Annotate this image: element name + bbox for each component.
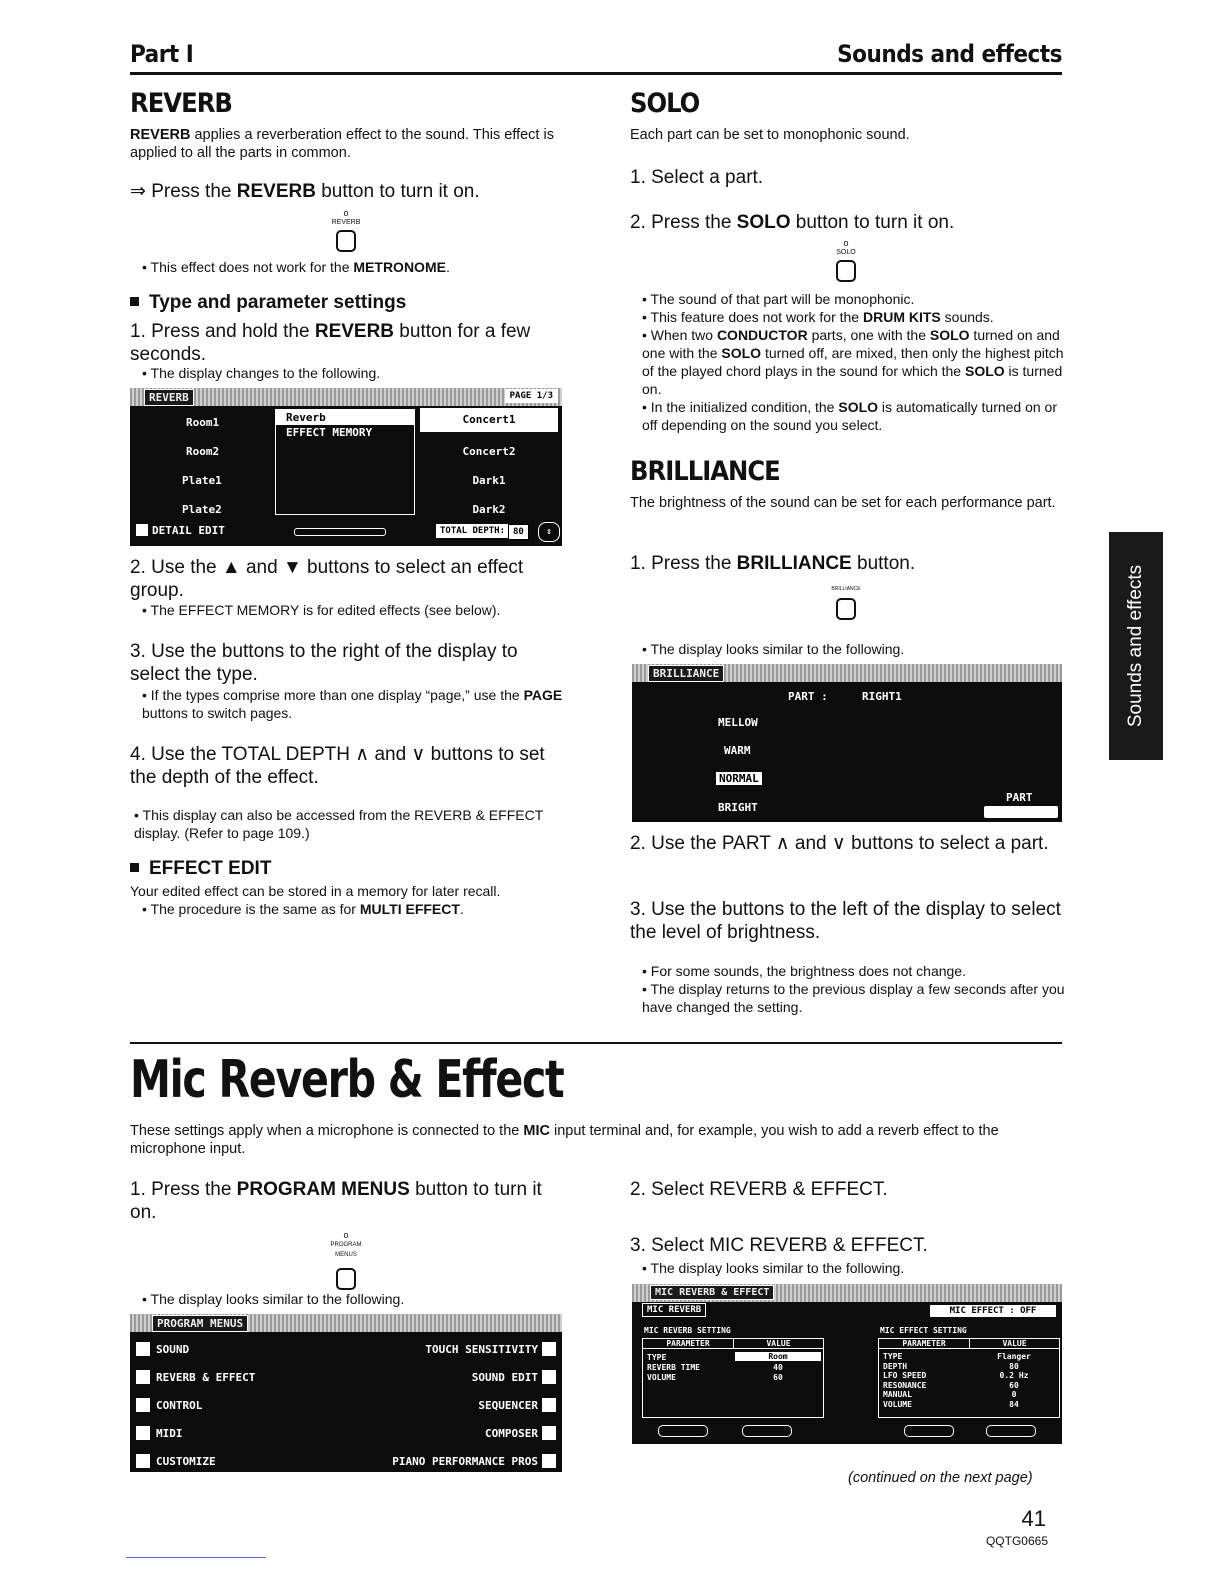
eff-values — [971, 1352, 1057, 1409]
rev-param-updown[interactable] — [658, 1425, 708, 1437]
rev-param-time: REVERB TIME — [647, 1363, 700, 1372]
mic-intro: These settings apply when a microphone is connected to the MIC input terminal and, for example, you wish to add a reverb effect to the microphone input. — [130, 1123, 999, 1157]
solo-note-1: • The sound of that part will be monophonic. — [642, 291, 915, 307]
rev-value-volume: 60 — [773, 1373, 783, 1382]
brilliance-normal[interactable]: NORMAL — [716, 772, 762, 785]
brilliance-part-value: RIGHT1 — [862, 690, 902, 703]
reverb-step2-note: • The EFFECT MEMORY is for edited effects (see below). — [142, 602, 501, 618]
menu-item-piano-performance[interactable]: PIANO PERFORMANCE PROS — [326, 1448, 556, 1472]
eff-param-manual: MANUAL — [883, 1390, 912, 1399]
midi-icon — [136, 1426, 150, 1440]
eff-param-type: TYPE — [883, 1352, 903, 1361]
mic-effect-status[interactable]: MIC EFFECT : OFF — [930, 1305, 1056, 1317]
reverb-type-room2[interactable]: Room2 — [186, 445, 220, 458]
solo-note-4: • In the initialized condition, the SOLO is automatically turned on or off depending on the sound you select. — [642, 399, 1058, 433]
program-menus-button-label: PROGRAM MENUS — [330, 1242, 362, 1258]
eff-param-resonance: RESONANCE — [883, 1380, 927, 1390]
menu-item-sound-edit[interactable]: SOUND EDIT — [326, 1364, 556, 1392]
brilliance-display-tab: BRILLIANCE — [648, 665, 724, 682]
mic-reverb-display — [632, 1284, 1062, 1444]
header-part: Part I — [130, 40, 194, 68]
reverb-title: REVERB — [130, 88, 232, 119]
reverb-type-dark2[interactable]: Dark2 — [472, 503, 506, 516]
program-menus-display-tab: PROGRAM MENUS — [152, 1315, 248, 1332]
mic-step3-note: • The display looks similar to the following. — [642, 1260, 905, 1276]
eff-param-volume: VOLUME — [883, 1399, 912, 1409]
reverb-display-tab: REVERB — [144, 389, 194, 406]
effect-group-reverb[interactable]: Reverb — [276, 410, 414, 425]
solo-note-3: • When two CONDUCTOR parts, one with the SOLO turned on and one with the SOLO turned off, are mixed, then only the highest pitch of the played chord plays in the sound for which the SOLO is turned on. — [642, 327, 1064, 397]
solo-button-icon — [836, 260, 856, 282]
brilliance-notes — [642, 962, 1066, 1016]
brilliance-note-1: • For some sounds, the brightness does not change. — [642, 963, 966, 979]
sound-edit-icon — [542, 1370, 556, 1384]
solo-intro: Each part can be set to monophonic sound. — [630, 127, 910, 143]
solo-note-2: • This feature does not work for the DRUM KITS sounds. — [642, 309, 994, 325]
continued-note: (continued on the next page) — [848, 1470, 1033, 1486]
rev-value-updown[interactable] — [742, 1425, 792, 1437]
effect-group-list — [275, 409, 415, 515]
program-menus-button: o PROGRAM MENUS — [326, 1230, 366, 1290]
brilliance-mellow[interactable]: MELLOW — [718, 716, 758, 729]
customize-icon — [136, 1454, 150, 1468]
eff-param-header: PARAMETER — [879, 1339, 970, 1349]
mic-step1-note: • The display looks similar to the following. — [142, 1291, 405, 1307]
brilliance-warm[interactable]: WARM — [724, 744, 751, 757]
brilliance-title: BRILLIANCE — [630, 456, 780, 487]
eff-value-volume: 84 — [1009, 1399, 1019, 1409]
footer-rule — [126, 1557, 266, 1558]
mic-reverb-table — [642, 1338, 824, 1418]
type-heading: Type and parameter settings — [130, 292, 406, 314]
menu-item-customize[interactable]: CUSTOMIZE — [136, 1448, 336, 1472]
effect-edit-text: Your edited effect can be stored in a memory for later recall. — [130, 883, 501, 899]
reverb-note: • This effect does not work for the METRONOME. — [142, 259, 450, 275]
program-menus-display — [130, 1314, 562, 1472]
eff-value-resonance: 60 — [1009, 1380, 1019, 1390]
program-menus-button-icon — [336, 1268, 356, 1290]
brilliance-step1-note: • The display looks similar to the following. — [642, 641, 905, 657]
eff-value-type: Flanger — [997, 1352, 1031, 1361]
rev-value-header: VALUE — [734, 1339, 823, 1349]
mic-step1: 1. Press the PROGRAM MENUS button to turn it on. — [130, 1179, 542, 1223]
rev-value-time: 40 — [773, 1363, 783, 1372]
eff-value-header: VALUE — [970, 1339, 1059, 1349]
detail-edit-icon — [136, 524, 148, 536]
rev-value-type: Room — [735, 1352, 821, 1361]
reverb-type-concert2[interactable]: Concert2 — [462, 445, 516, 458]
reverb-display — [130, 388, 562, 546]
menu-item-midi[interactable]: MIDI — [136, 1420, 336, 1448]
reverb-step4: 4. Use the TOTAL DEPTH ∧ and ∨ buttons to set the depth of the effect. — [130, 744, 545, 788]
brilliance-intro: The brightness of the sound can be set for each performance part. — [630, 495, 1056, 511]
reverb-display-page: PAGE 1/3 — [505, 389, 558, 403]
total-depth-value: 80 — [508, 524, 529, 540]
effect-group-memory[interactable]: EFFECT MEMORY — [286, 426, 373, 439]
brilliance-button-icon — [836, 598, 856, 620]
menu-item-composer[interactable]: COMPOSER — [326, 1420, 556, 1448]
brilliance-button-label: BRILLIANCE — [831, 586, 861, 592]
rev-param-volume: VOLUME — [647, 1373, 676, 1382]
composer-icon — [542, 1426, 556, 1440]
reverb-effect-icon — [136, 1370, 150, 1384]
rev-param-header: PARAMETER — [643, 1339, 734, 1349]
reverb-type-dark1[interactable]: Dark1 — [472, 474, 506, 487]
mic-reverb-subtab: MIC REVERB — [642, 1303, 706, 1317]
reverb-intro: REVERB applies a reverberation effect to the sound. This effect is applied to all the parts in common. — [130, 127, 554, 161]
solo-button: o SOLO — [826, 238, 866, 282]
touch-sensitivity-icon — [542, 1342, 556, 1356]
mic-effect-setting-label: MIC EFFECT SETTING — [880, 1326, 967, 1335]
mic-step2: 2. Select REVERB & EFFECT. — [630, 1179, 888, 1200]
effect-edit-heading: EFFECT EDIT — [130, 858, 271, 880]
menu-item-control[interactable]: CONTROL — [136, 1392, 336, 1420]
brilliance-button — [826, 584, 866, 620]
eff-value-depth: 80 — [1009, 1361, 1019, 1371]
brilliance-note-2: • The display returns to the previous display a few seconds after you have changed the setting. — [642, 981, 1065, 1015]
menu-item-sound[interactable]: SOUND — [136, 1336, 336, 1364]
eff-value-updown[interactable] — [986, 1425, 1036, 1437]
eff-value-lfo: 0.2 Hz — [999, 1371, 1029, 1380]
eff-value-manual: 0 — [1011, 1390, 1017, 1399]
mic-reverb-setting-label: MIC REVERB SETTING — [644, 1326, 731, 1335]
reverb-step2: 2. Use the ▲ and ▼ buttons to select an effect group. — [130, 557, 524, 601]
depth-updown-icon[interactable]: ⇕ — [538, 522, 560, 542]
brilliance-display — [632, 664, 1062, 822]
brilliance-step2: 2. Use the PART ∧ and ∨ buttons to select a part. — [630, 833, 1049, 854]
total-depth-label: TOTAL DEPTH: — [436, 524, 509, 538]
mic-step3: 3. Select MIC REVERB & EFFECT. — [630, 1235, 928, 1256]
brilliance-step3: 3. Use the buttons to the left of the display to select the level of brightness. — [630, 899, 1061, 943]
reverb-button-icon — [336, 230, 356, 252]
reverb-step3-note: • If the types comprise more than one display “page,” use the PAGE buttons to switch pages. — [142, 687, 563, 721]
header-section: Sounds and effects — [837, 40, 1062, 68]
reverb-button-label: REVERB — [331, 219, 361, 226]
reverb-type-room1[interactable]: Room1 — [186, 416, 220, 429]
reverb-step1: 1. Press and hold the REVERB button for a few seconds. — [130, 321, 531, 365]
detail-edit-button[interactable]: DETAIL EDIT — [136, 524, 225, 537]
solo-step1: 1. Select a part. — [630, 167, 764, 188]
reverb-step1-note: • The display changes to the following. — [142, 365, 381, 381]
rev-param-type: TYPE — [647, 1353, 667, 1362]
reverb-step3: 3. Use the buttons to the right of the display to select the type. — [130, 641, 518, 685]
header-rule — [130, 72, 1062, 75]
section-rule — [130, 1042, 1062, 1044]
mic-display-tab: MIC REVERB & EFFECT — [650, 1285, 774, 1300]
mic-effect-table — [878, 1338, 1060, 1418]
piano-performance-icon — [542, 1454, 556, 1468]
brilliance-step1: 1. Press the BRILLIANCE button. — [630, 553, 916, 574]
eff-params — [883, 1352, 926, 1409]
solo-title: SOLO — [630, 88, 700, 119]
reverb-step4-note: • This display can also be accessed from the REVERB & EFFECT display. (Refer to page 109.) — [134, 807, 543, 841]
eff-param-depth: DEPTH — [883, 1361, 908, 1371]
solo-button-label: SOLO — [836, 249, 856, 256]
solo-notes — [642, 290, 1066, 434]
page-number: 41 — [1021, 1506, 1046, 1531]
brilliance-part-updown[interactable] — [984, 806, 1058, 818]
control-icon — [136, 1398, 150, 1412]
menu-item-sequencer[interactable]: SEQUENCER — [326, 1392, 556, 1420]
reverb-type-concert1[interactable]: Concert1 — [420, 408, 558, 432]
reverb-press-step: ⇒ Press the REVERB button to turn it on. — [130, 181, 480, 202]
effect-slider[interactable] — [294, 528, 386, 536]
reverb-type-plate1[interactable]: Plate1 — [182, 474, 222, 487]
brilliance-part-button-label: PART — [1006, 791, 1033, 804]
side-tab: Sounds and effects — [1109, 532, 1163, 760]
eff-param-lfo: LFO SPEED — [883, 1371, 927, 1380]
solo-step2: 2. Press the SOLO button to turn it on. — [630, 212, 955, 233]
sequencer-icon — [542, 1398, 556, 1412]
menu-item-touch-sensitivity[interactable]: TOUCH SENSITIVITY — [326, 1336, 556, 1364]
effect-edit-note: • The procedure is the same as for MULTI EFFECT. — [142, 901, 464, 917]
brilliance-bright[interactable]: BRIGHT — [718, 801, 758, 814]
eff-param-updown[interactable] — [904, 1425, 954, 1437]
reverb-type-plate2[interactable]: Plate2 — [182, 503, 222, 516]
menu-item-reverb-effect[interactable]: REVERB & EFFECT — [136, 1364, 336, 1392]
reverb-button: o REVERB — [326, 208, 366, 252]
sound-icon — [136, 1342, 150, 1356]
doc-code: QQTG0665 — [985, 1534, 1048, 1548]
brilliance-part-label: PART : — [788, 690, 828, 703]
mic-title: Mic Reverb & Effect — [130, 1050, 564, 1110]
